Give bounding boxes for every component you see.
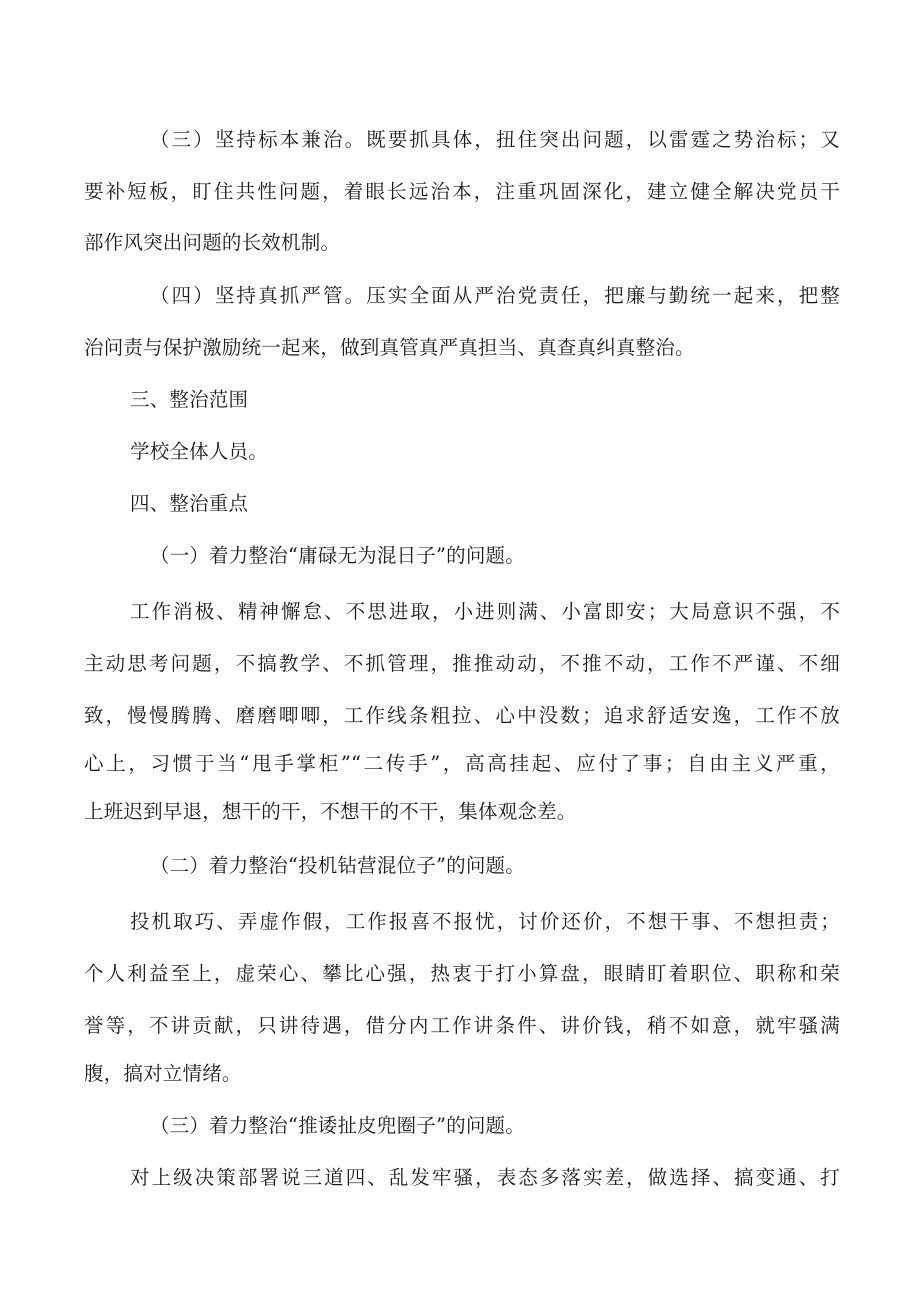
paragraph-line: （四）坚持真抓严管。压实全面从严治党责任，把廉与勤统一起来，把整: [150, 284, 840, 307]
paragraph-line: 工作消极、精神懈怠、不思进取，小进则满、小富即安；大局意识不强，不: [130, 600, 840, 623]
paragraph-line: 学校全体人员。: [130, 440, 268, 463]
paragraph-line: 心上，习惯于当“甩手掌柜”“二传手”，高高挂起、应付了事；自由主义严重，: [84, 752, 840, 775]
section-heading: 四、整治重点: [130, 492, 249, 515]
paragraph-line: 致，慢慢腾腾、磨磨唧唧，工作线条粗拉、心中没数；追求舒适安逸，工作不放: [84, 704, 840, 727]
section-heading: 三、整治范围: [130, 388, 249, 411]
paragraph-line: 主动思考问题，不搞教学、不抓管理，推推动动，不推不动，工作不严谨、不细: [84, 652, 840, 675]
paragraph-line: 上班迟到早退，想干的干，不想干的不干，集体观念差。: [84, 800, 577, 823]
paragraph-line: 部作风突出问题的长效机制。: [84, 231, 341, 254]
subsection-heading: （一）着力整治“庸碌无为混日子”的问题。: [150, 544, 525, 567]
paragraph-line: 要补短板，盯住共性问题，着眼长远治本，注重巩固深化，建立健全解决党员干: [84, 180, 840, 203]
paragraph-line: 腹，搞对立情绪。: [84, 1062, 242, 1085]
subsection-heading: （二）着力整治“投机钻营混位子”的问题。: [150, 854, 525, 877]
paragraph-line: 治问责与保护激励统一起来，做到真管真严真担当、真查真纠真整治。: [84, 336, 695, 359]
subsection-heading: （三）着力整治“推诿扯皮兜圈子”的问题。: [150, 1114, 525, 1137]
paragraph-line: 誉等，不讲贡献，只讲待遇，借分内工作讲条件、讲价钱，稍不如意，就牢骚满: [84, 1014, 840, 1037]
paragraph-line: 投机取巧、弄虚作假，工作报喜不报忧，讨价还价，不想干事、不想担责；: [130, 910, 840, 933]
paragraph-line: 个人利益至上，虚荣心、攀比心强，热衷于打小算盘，眼睛盯着职位、职称和荣: [84, 962, 840, 985]
paragraph-line: 对上级决策部署说三道四、乱发牢骚，表态多落实差，做选择、搞变通、打: [130, 1166, 840, 1189]
paragraph-line: （三）坚持标本兼治。既要抓具体，扭住突出问题，以雷霆之势治标；又: [150, 128, 840, 151]
